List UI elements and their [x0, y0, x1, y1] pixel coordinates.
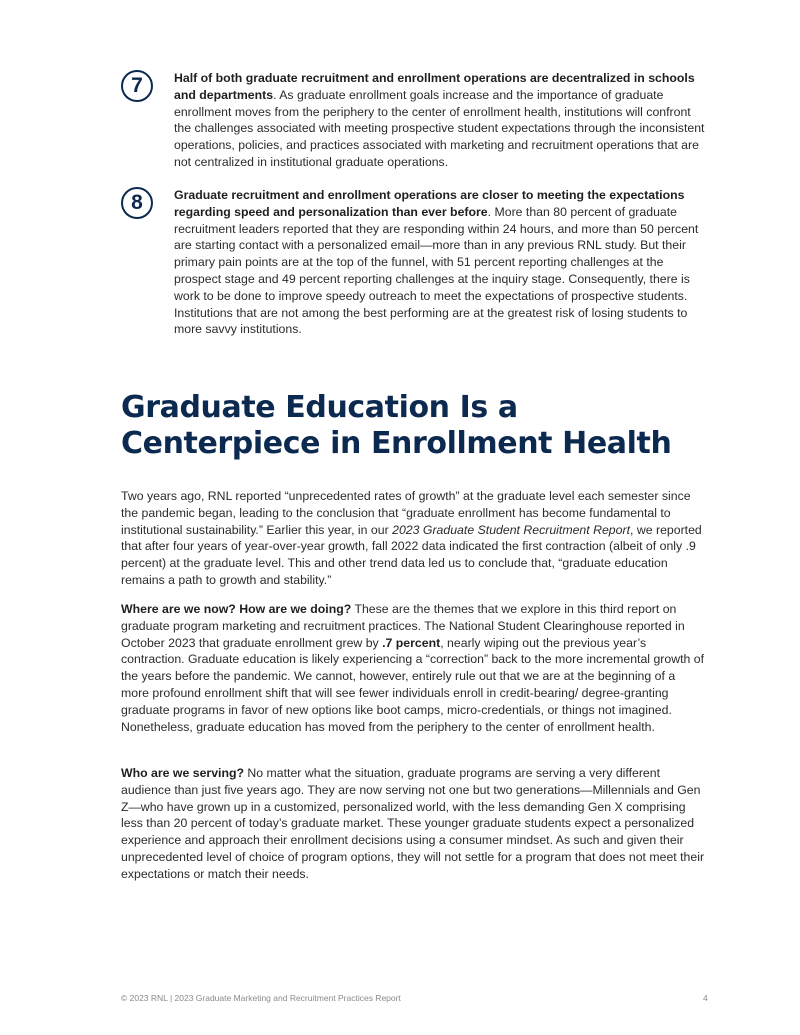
finding-number-badge: 7 [121, 70, 153, 102]
paragraph-text: Two years ago, RNL reported “unprecedented rates of growth” at the graduate level each semester since the pandemic began, leading to the conclusion that “graduate enrollment has become fundamental to institutional sustainability.” Earlier this year, in our [121, 489, 691, 537]
body-paragraph-3 [121, 765, 706, 883]
finding-body: . As graduate enrollment goals increase and the importance of graduate enrollment moves from the periphery to the center of enrollment health, institutions will confront the challenges associated with meeting prospective student expectations through the inconsistent operations, policies, and practices associated with marketing and recruitment operations that are not centralized in institutional graduate operations. [174, 87, 705, 169]
finding-text [174, 70, 711, 171]
body-paragraph-1 [121, 488, 706, 589]
body-paragraph-2 [121, 601, 706, 735]
paragraph-lead-question: Where are we now? How are we doing? [121, 602, 352, 616]
finding-body: . More than 80 percent of graduate recruitment leaders reported that they are responding within 24 hours, and more than 50 percent are starting contact with a personalized email—more than in any previous RNL study. But their primary pain points are at the top of the funnel, with 51 percent reporting challenges at the prospect stage and 49 percent reporting challenges at the inquiry stage. Consequently, there is work to be done to improve speedy outreach to meet the expectations of prospective students. Institutions that are not among the best performing are at the greatest risk of losing students to more savvy institutions. [174, 204, 699, 337]
growth-figure: .7 percent [382, 635, 441, 650]
paragraph-text: These are the themes that we explore in this third report on graduate program marketing and recruitment practices. The National Student Clearinghouse reported in October 2023 that graduate enrollment grew by [121, 602, 685, 650]
finding-text [174, 187, 711, 338]
report-title-italic: 2023 Graduate Student Recruitment Report [392, 522, 630, 537]
paragraph-text: , we reported that after four years of year-over-year growth, fall 2022 data indicated the first contraction (albeit of only .9 percent) at the graduate level. This and other trend data led us to conclude that, “graduate education remains a path to growth and stability.” [121, 522, 702, 587]
finding-bold-lead: Graduate recruitment and enrollment operations are closer to meeting the expectations regarding speed and personalization than ever before [174, 188, 685, 219]
section-heading-line-1: Graduate Education Is a [121, 390, 518, 425]
paragraph-text: No matter what the situation, graduate programs are serving a very different audience than just five years ago. They are now serving not one but two generations—Millennials and Gen Z—who have grown up in a customized, personalized world, with the less demanding Gen X comprising less than 20 percent of today’s graduate market. These younger graduate students expect a personalized experience and approach their enrollment decisions using a consumer mindset. As such and given their unprecedented level of choice of program options, they will not settle for a program that does not meet their expectations or match their needs. [121, 766, 705, 881]
page-number: 4 [703, 993, 708, 1003]
section-heading-line-2: Centerpiece in Enrollment Health [121, 426, 672, 461]
paragraph-text: , nearly wiping out the previous year’s contraction. Graduate education is likely experiencing a “correction” back to the more incremental growth of the years before the pandemic. We cannot, however, entirely rule out that we are at the beginning of a more profound enrollment shift that will see fewer individuals enroll in credit-bearing/ degree-granting graduate programs in favor of new options like boot camps, micro-credentials, or things not imagined. Nonetheless, graduate education has moved from the periphery to the center of enrollment health. [121, 635, 705, 734]
paragraph-lead-question: Who are we serving? [121, 766, 244, 780]
footer-credit: © 2023 RNL | 2023 Graduate Marketing and Recruitment Practices Report [121, 993, 401, 1003]
section-heading [121, 390, 721, 462]
finding-bold-lead: Half of both graduate recruitment and enrollment operations are decentralized in schools and departments [174, 71, 695, 102]
finding-number-badge: 8 [121, 187, 153, 219]
